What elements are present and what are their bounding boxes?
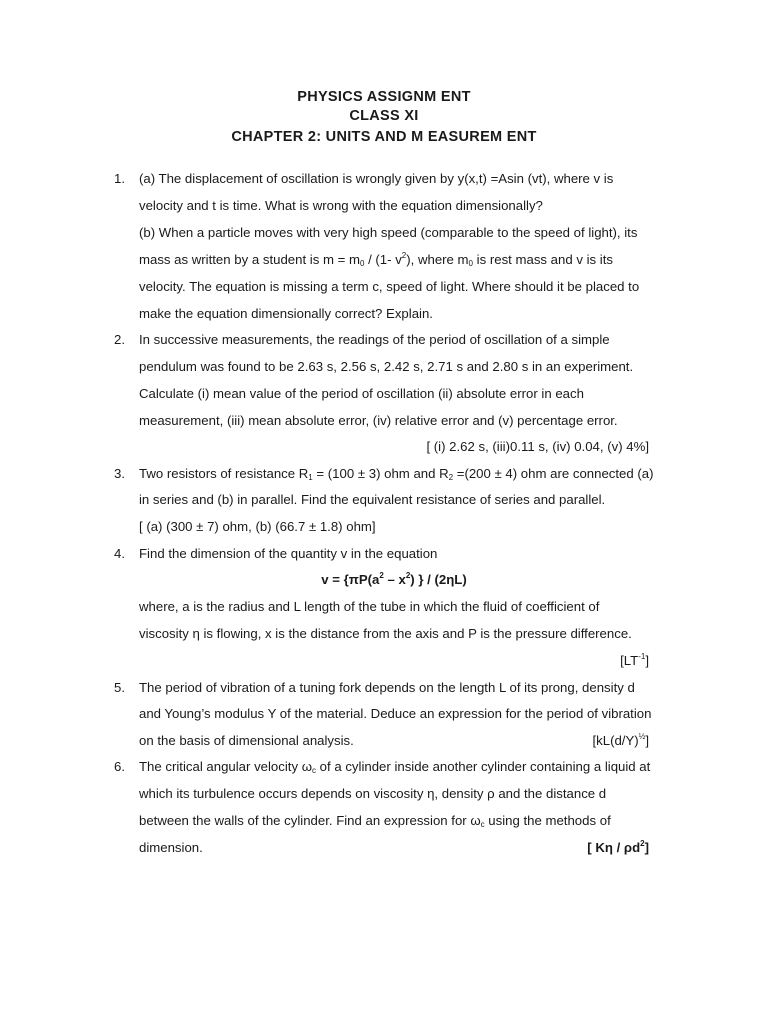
q5-line-3: on the basis of dimensional analysis. bbox=[139, 733, 354, 748]
q4-line-3: viscosity η is flowing, x is the distance from the axis and P is the pressure difference. bbox=[139, 626, 632, 641]
q3-line-2: in series and (b) in parallel. Find the equivalent resistance of series and parallel. bbox=[139, 492, 606, 507]
q1-line-4: mass as written by a student is $m = m_0 / (1-$ $v^2$), where $m_0$ is rest mass and v is its bbox=[139, 251, 613, 268]
question-number-5: 5. bbox=[114, 680, 125, 695]
q4-equation: $v = \{\pi P(a^2 - x^2)$ } / (2ηL) bbox=[321, 571, 467, 587]
q6-line-3: between the walls of the cylinder. Find an expression for $\omega_c$ using the methods of bbox=[139, 813, 611, 829]
q2-line-2: pendulum was found to be 2.63 s, 2.56 s, 2.42 s, 2.71 s and 2.80 s in an experiment. bbox=[139, 359, 634, 374]
q1-line-3: (b) When a particle moves with very high speed (comparable to the speed of light), its bbox=[139, 225, 638, 240]
q1-line-2: velocity and t is time. What is wrong with the equation dimensionally? bbox=[139, 198, 543, 213]
q5-line-1: The period of vibration of a tuning fork depends on the length L of its prong, density d bbox=[139, 680, 635, 695]
q5-answer: $[kL(d/Y)^{\frac{1}{2}}]$ bbox=[592, 732, 649, 748]
q3-answer: [ (a) (300 ± 7) ohm, (b) (66.7 ± 1.8) ohm] bbox=[139, 519, 376, 534]
question-number-1: 1. bbox=[114, 171, 125, 186]
q3-line-1: Two resistors of resistance $R_1 = (100 \pm 3)$ ohm and $R_2 =(200 \pm 4)$ ohm are connected (a) bbox=[139, 466, 654, 482]
question-number-3: 3. bbox=[114, 466, 125, 481]
q1-line-1: (a) The displacement of oscillation is wrongly given by y(x,t) =Asin (vt), where v is bbox=[139, 171, 614, 186]
class-label: CLASS XI bbox=[349, 108, 419, 124]
question-number-6: 6. bbox=[114, 759, 125, 774]
q1-line-5: velocity. The equation is missing a term c, speed of light. Where should it be placed to bbox=[139, 279, 640, 294]
q6-line-1: The critical angular velocity $\omega_c$ of a cylinder inside another cylinder containing a liquid at bbox=[139, 759, 651, 775]
q4-line-1: Find the dimension of the quantity v in the equation bbox=[139, 546, 438, 561]
q2-line-4: measurement, (iii) mean absolute error, (iv) relative error and (v) percentage error. bbox=[139, 413, 618, 428]
q4-answer: $[LT^{-1}]$ bbox=[620, 652, 649, 668]
q1-line-6: make the equation dimensionally correct? Explain. bbox=[139, 306, 433, 321]
q2-answer: [ (i) 2.62 s, (iii)0.11 s, (iv) 0.04, (v) 4%] bbox=[426, 439, 649, 454]
q6-answer: [ Kη / $\rho d^2$] bbox=[587, 839, 649, 855]
q6-line-2: which its turbulence occurs depends on viscosity η, density ρ and the distance d bbox=[139, 786, 607, 801]
q5-line-2: and Young’s modulus Y of the material. Deduce an expression for the period of vibration bbox=[139, 706, 652, 721]
q2-line-1: In successive measurements, the readings of the period of oscillation of a simple bbox=[139, 332, 610, 347]
q2-line-3: Calculate (i) mean value of the period of oscillation (ii) absolute error in each bbox=[139, 386, 584, 401]
assignment-title: PHYSICS ASSIGNM ENT bbox=[297, 89, 471, 105]
q4-line-2: where, a is the radius and L length of the tube in which the fluid of coefficient of bbox=[139, 599, 600, 614]
chapter-title: CHAPTER 2: UNITS AND M EASUREM ENT bbox=[231, 129, 537, 145]
question-number-2: 2. bbox=[114, 332, 125, 347]
q6-line-4: dimension. bbox=[139, 840, 203, 855]
question-number-4: 4. bbox=[114, 546, 125, 561]
